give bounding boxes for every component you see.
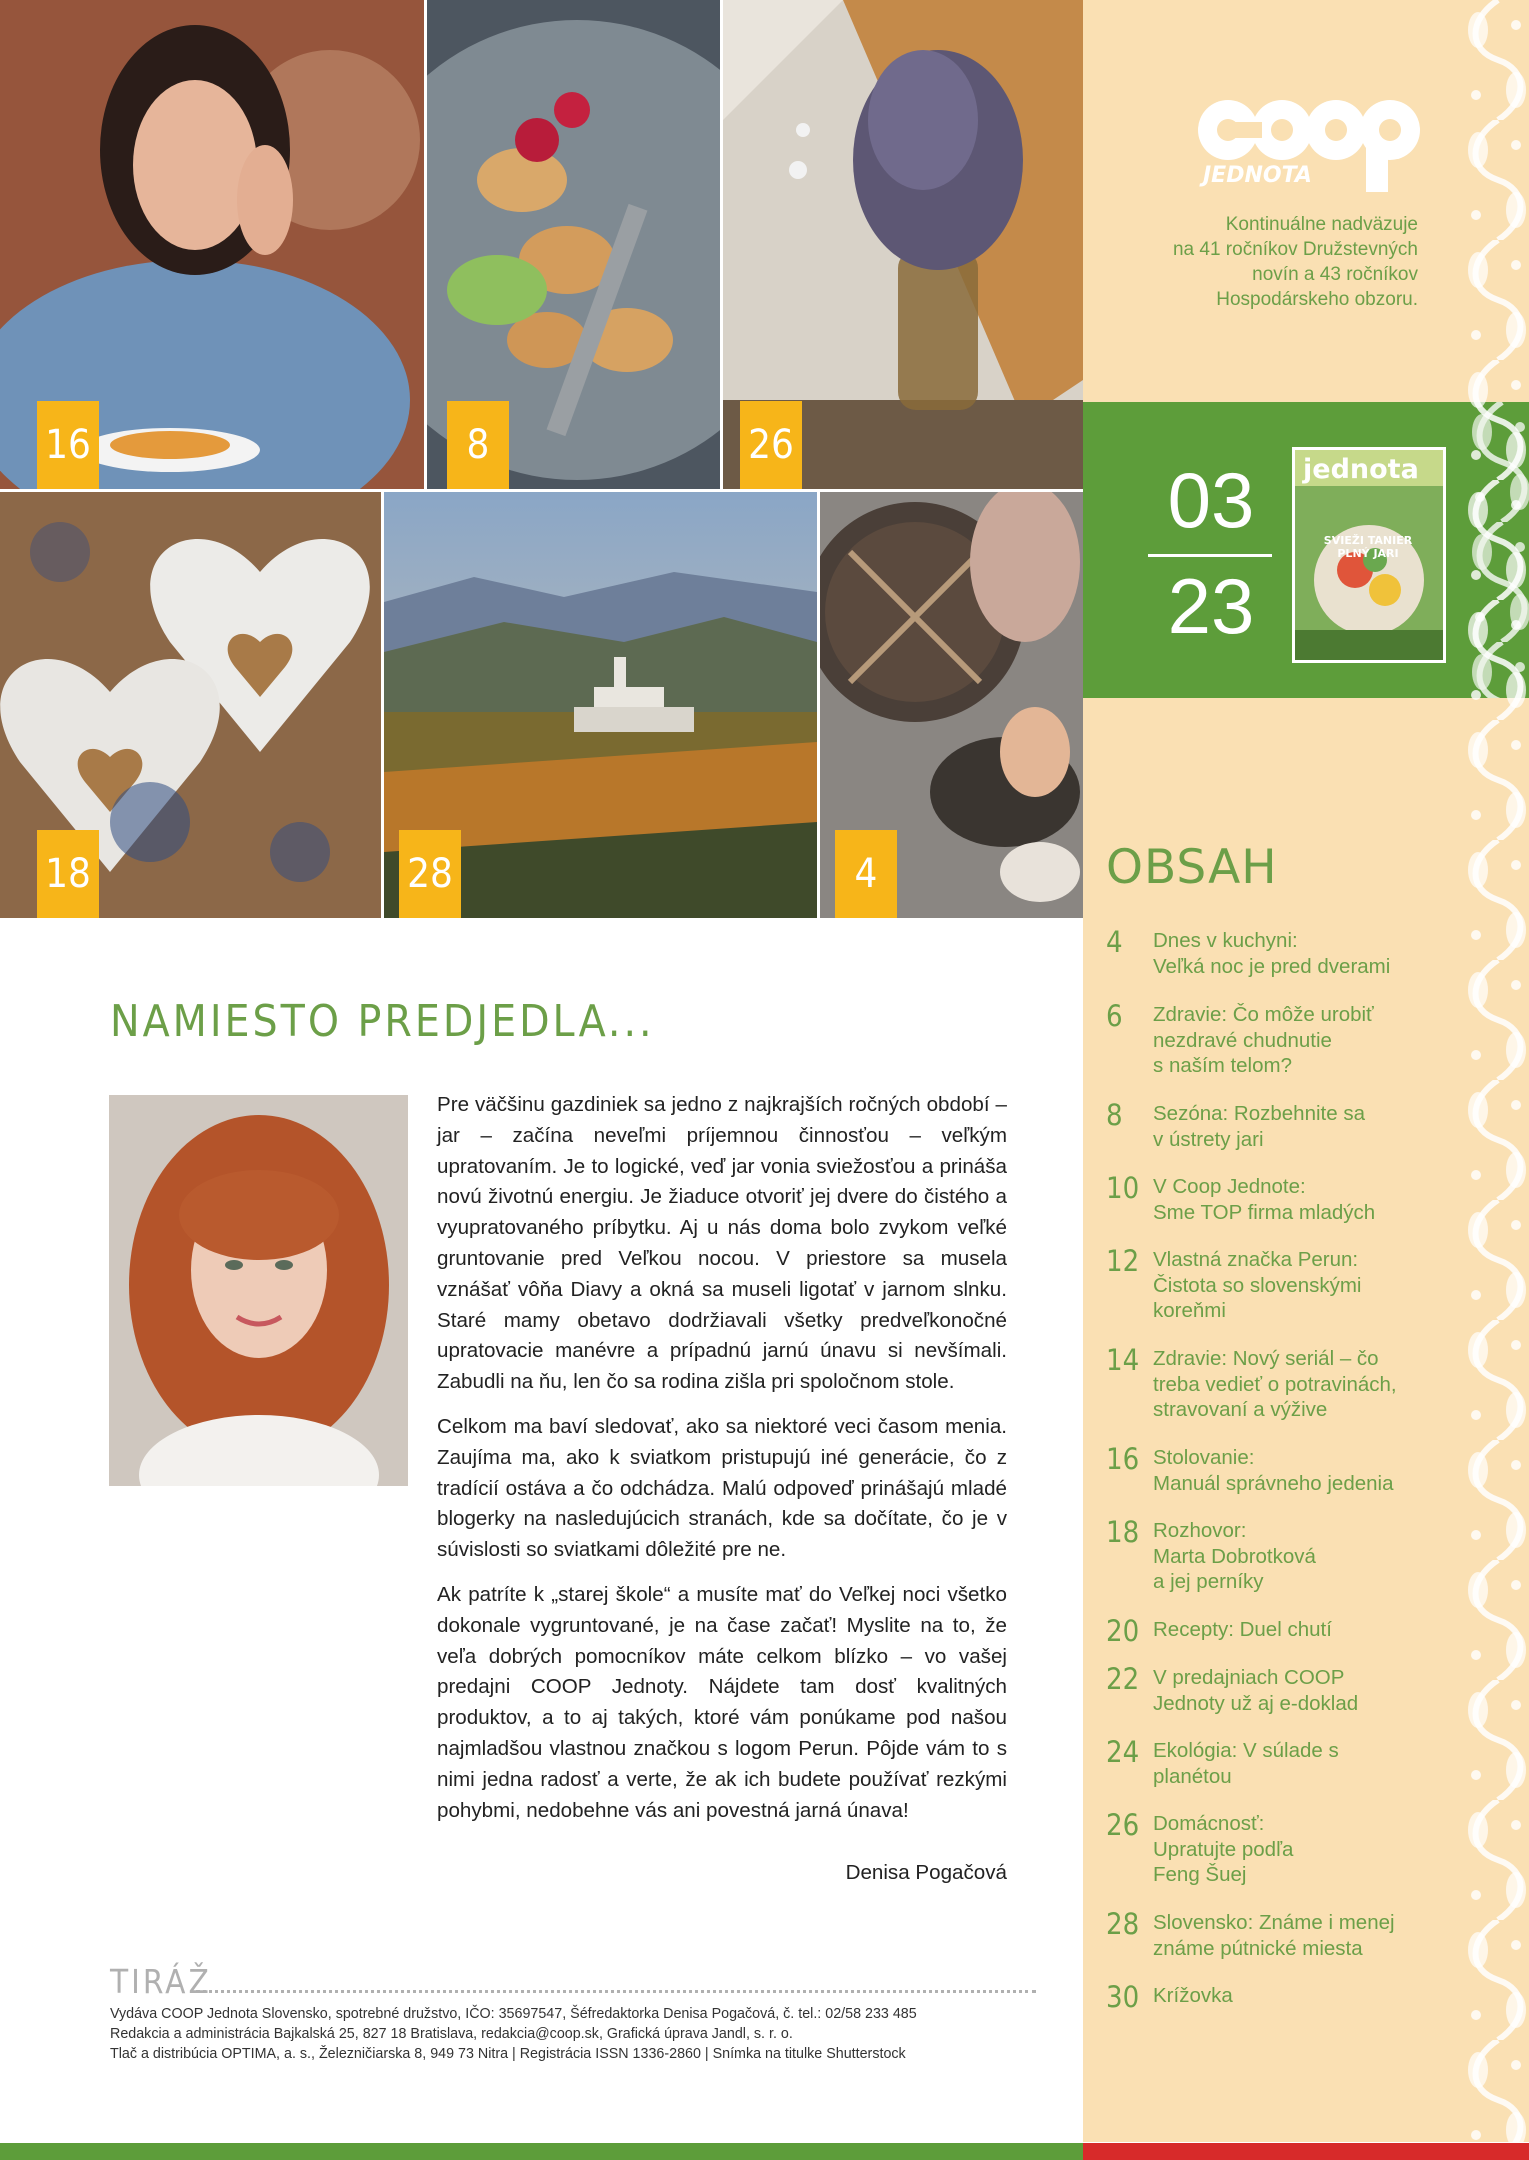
page-badge: 4 bbox=[835, 830, 897, 918]
toc-item[interactable] bbox=[1106, 925, 1413, 979]
toc-page-number: 30 bbox=[1106, 1980, 1140, 2014]
editor-signature: Denisa Pogačová bbox=[845, 1861, 1007, 1884]
toc-item[interactable] bbox=[1106, 1808, 1413, 1888]
toc-title: V predajniach COOP Jednoty už aj e-doklad bbox=[1153, 1666, 1359, 1715]
toc-title: V Coop Jednote: Sme TOP firma mladých bbox=[1153, 1175, 1376, 1224]
toc-title: Zdravie: Nový seriál – čo treba vedieť o potravinách, stravovaní a výžive bbox=[1153, 1347, 1397, 1421]
toc-item[interactable] bbox=[1106, 1442, 1413, 1496]
imprint-line: Vydáva COOP Jednota Slovensko, spotrebné družstvo, IČO: 35697547, Šéfredaktorka Denisa Pogačová, č. tel.: 02/58 233 485 bbox=[110, 2006, 917, 2022]
toc-page-number: 14 bbox=[1106, 1343, 1140, 1377]
toc-page-number: 26 bbox=[1106, 1808, 1140, 1842]
issue-divider bbox=[1148, 554, 1272, 557]
toc-title: Krížovka bbox=[1153, 1984, 1233, 2007]
toc-item[interactable] bbox=[1106, 1171, 1413, 1225]
tagline: Kontinuálne nadväzuje na 41 ročníkov Družstevných novín a 43 ročníkov Hospodárskeho obzoru. bbox=[1172, 214, 1418, 310]
toc-page-number: 18 bbox=[1106, 1515, 1140, 1549]
coop-jednota-logo bbox=[1198, 82, 1422, 192]
toc-page-number: 4 bbox=[1106, 925, 1123, 959]
imprint-title: TIRÁŽ bbox=[110, 1962, 212, 2001]
toc-page-number: 24 bbox=[1106, 1735, 1140, 1769]
toc-page-number: 28 bbox=[1106, 1907, 1140, 1941]
page-badge: 26 bbox=[740, 401, 802, 489]
editorial-paragraph: Pre väčšinu gazdiniek sa jedno z najkrajších ročných období – jar – začína neveľmi príjemnou činnosťou – veľkým upratovaním. Je to logické, veď jar vonia sviežosťou a prináša novú životnú energiu. Je žiaduce otvoriť jej dvere do čistého a vyupratovaného príbytku. Aj u nás doma bolo zvykom veľké gruntovanie pred Veľkou nocou. V priestore sa musela vznášať vôňa Diavy a okná sa museli ligotať v jarnom slnku. Staré mamy obetavo dodržiavali všetky predveľkonočné upratovacie manévre a prípadnú jarnú únavu si nevšímali. Zabudli na ňu, len čo sa rodina zišla pri spoločnom stole. bbox=[437, 1093, 1007, 1394]
cover-headline: SVIEŽI TANIER PLNÝ JARI bbox=[1323, 534, 1413, 560]
page-badge: 16 bbox=[37, 401, 99, 489]
logo-subtext: JEDNOTA bbox=[1203, 163, 1312, 188]
toc-page-number: 20 bbox=[1106, 1614, 1140, 1648]
editorial-paragraph: Ak patríte k „starej škole“ a musíte mať do Veľkej noci všetko dokonale vygruntované, je na čase začať! Myslite na to, že veľa dobrých pomocníkov máte celkom blízko – vo vašej predajni COOP Jednoty. Nájdete tam dosť kvalitných produktov, a to aj takých, ktoré vám ponúkame pod našou najmladšou vlastnou značkou s logom Perun. Pôjde vám to s nimi jedna radosť a verte, že ak ich budete používať rezkými pohybmi, nedobehne vás ani povestná jarná únava! bbox=[437, 1582, 1007, 1822]
cover-title: jednota bbox=[1303, 454, 1419, 485]
editor-portrait bbox=[109, 1095, 408, 1486]
footer-bar-red bbox=[1083, 2143, 1529, 2160]
page-badge: 8 bbox=[447, 401, 509, 489]
toc-item[interactable] bbox=[1106, 1515, 1413, 1595]
toc-title: Slovensko: Známe i menej známe pútnické miesta bbox=[1153, 1911, 1395, 1960]
toc-page-number: 10 bbox=[1106, 1171, 1140, 1205]
editor-portrait-art bbox=[109, 1095, 408, 1486]
imprint-dotted-rule bbox=[196, 1986, 1036, 1993]
toc-title: Rozhovor: Marta Dobrotková a jej perníky bbox=[1153, 1519, 1316, 1593]
toc-title: Recepty: Duel chutí bbox=[1153, 1618, 1332, 1641]
imprint-line: Tlač a distribúcia OPTIMA, a. s., Železničiarska 8, 949 73 Nitra | Registrácia ISSN 1336-2860 | Snímka na titulke Shutterstock bbox=[110, 2046, 906, 2062]
toc-item[interactable] bbox=[1106, 1614, 1413, 1648]
toc-item[interactable] bbox=[1106, 1098, 1413, 1152]
toc-title: Sezóna: Rozbehnite sa v ústrety jari bbox=[1153, 1102, 1365, 1151]
toc-page-number: 16 bbox=[1106, 1442, 1140, 1476]
toc-title: Stolovanie: Manuál správneho jedenia bbox=[1153, 1446, 1394, 1495]
photo-woman-eating bbox=[0, 0, 424, 489]
page-badge: 18 bbox=[37, 830, 99, 918]
issue-number: 03 bbox=[1167, 456, 1255, 544]
editorial-paragraph: Celkom ma baví sledovať, ako sa niektoré veci časom menia. Zaujíma ma, ako k sviatkom pristupujú iné generácie, čo z tradícií ostáva a čo odchádza. Malú odpoveď prinášajú mladé blogerky na nasledujúcich stranách, kde sa dočítate, čo je v súvislosti so sviatkami dôležité pre ne. bbox=[437, 1414, 1007, 1562]
folk-ornament-strip bbox=[1458, 0, 1529, 2143]
photo-gingerbread bbox=[0, 492, 381, 918]
editorial-body bbox=[437, 1090, 1007, 1840]
editorial-headline: NAMIESTO PREDJEDLA... bbox=[110, 996, 655, 1047]
photo-bread bbox=[427, 0, 720, 489]
folk-ornament-green bbox=[1462, 402, 1529, 698]
toc-page-number: 8 bbox=[1106, 1098, 1123, 1132]
toc-title: Vlastná značka Perun: Čistota so slovenskými koreňmi bbox=[1153, 1248, 1362, 1322]
footer-bar-green bbox=[0, 2143, 1083, 2160]
issue-year: 23 bbox=[1167, 562, 1255, 650]
toc-item[interactable] bbox=[1106, 1244, 1413, 1324]
toc-page-number: 12 bbox=[1106, 1244, 1140, 1278]
toc-item[interactable] bbox=[1106, 1662, 1413, 1716]
toc-title: Zdravie: Čo môže urobiť nezdravé chudnutie s naším telom? bbox=[1153, 1003, 1374, 1077]
toc-item[interactable] bbox=[1106, 1980, 1413, 2014]
toc-page-number: 6 bbox=[1106, 999, 1123, 1033]
photo-landscape bbox=[384, 492, 817, 918]
toc-item[interactable] bbox=[1106, 999, 1413, 1079]
photo-baking bbox=[820, 492, 1083, 918]
imprint-line: Redakcia a administrácia Bajkalská 25, 827 18 Bratislava, redakcia@coop.sk, Grafická úprava Jandl, s. r. o. bbox=[110, 2026, 793, 2042]
page-badge: 28 bbox=[399, 830, 461, 918]
toc-item[interactable] bbox=[1106, 1735, 1413, 1789]
toc-title: Dnes v kuchyni: Veľká noc je pred dverami bbox=[1153, 929, 1391, 978]
toc-page-number: 22 bbox=[1106, 1662, 1140, 1696]
toc-item[interactable] bbox=[1106, 1343, 1413, 1423]
contents-title: OBSAH bbox=[1106, 840, 1278, 895]
toc-item[interactable] bbox=[1106, 1907, 1413, 1961]
toc-title: Ekológia: V súlade s planétou bbox=[1153, 1739, 1339, 1788]
photo-lavender bbox=[723, 0, 1083, 489]
magazine-cover-thumbnail bbox=[1292, 447, 1446, 663]
toc-title: Domácnosť: Upratujte podľa Feng Šuej bbox=[1153, 1812, 1294, 1886]
